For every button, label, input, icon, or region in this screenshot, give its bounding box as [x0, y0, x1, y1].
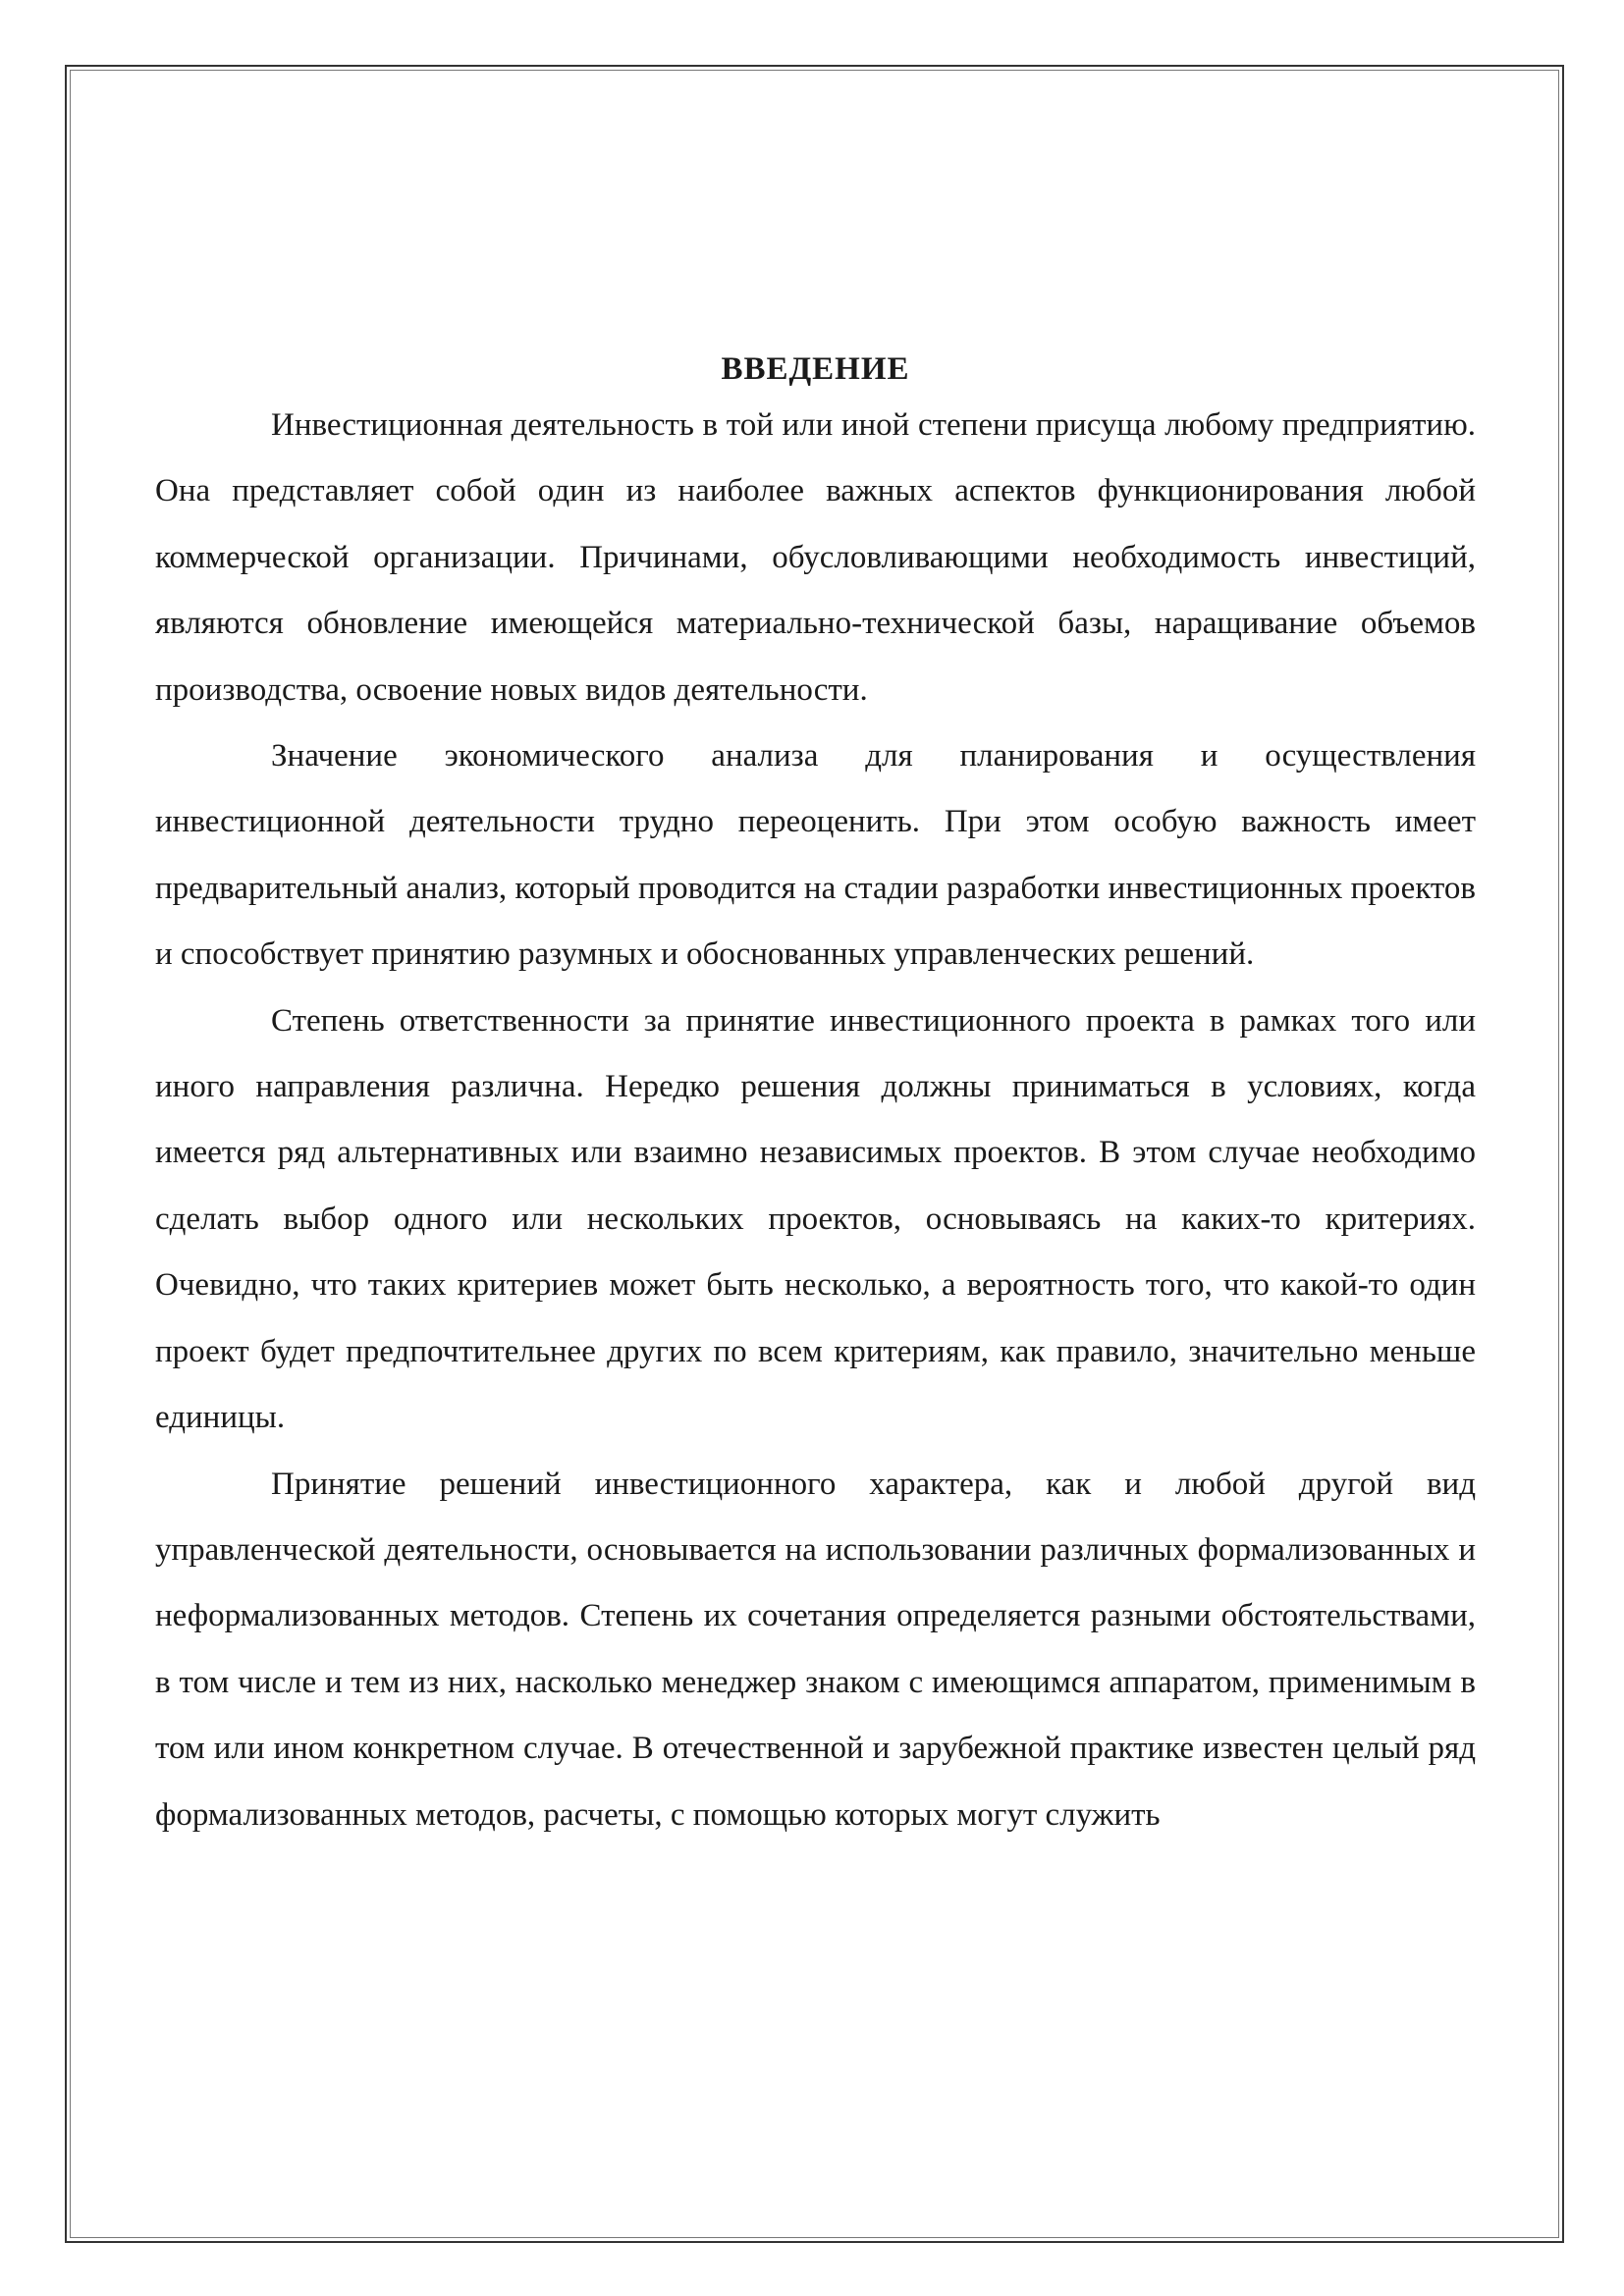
- paragraph-2: Значение экономического анализа для планирования и осуществления инвестиционной деятельности трудно переоценить. При этом особую важность имеет предварительный анализ, который проводится на стадии разработки инвестиционных проектов и способствует принятию разумных и обоснованных управленческих решений.: [155, 738, 1476, 973]
- paragraph-4: Принятие решений инвестиционного характера, как и любой другой вид управленческой деятельности, основывается на использовании различных формализованных и неформализованных методов. Степень их сочетания определяется разными обстоятельствами, в том числе и тем из них, насколько менеджер знаком с имеющимся аппаратом, применимым в том или ином конкретном случае. В отечественной и зарубежной практике известен целый ряд формализованных методов, расчеты, с помощью которых могут служить: [155, 1466, 1476, 1833]
- document-body: [155, 346, 1476, 1848]
- paragraph-3: Степень ответственности за принятие инвестиционного проекта в рамках того или иного направления различна. Нередко решения должны приниматься в условиях, когда имеется ряд альтернативных или взаимно независимых проектов. В этом случае необходимо сделать выбор одного или нескольких проектов, основываясь на каких-то критериях. Очевидно, что таких критериев может быть несколько, а вероятность того, что какой-то один проект будет предпочтительнее других по всем критериям, как правило, значительно меньше единицы.: [155, 1002, 1476, 1436]
- document-title: ВВЕДЕНИЕ: [721, 351, 910, 387]
- paragraph-1: Инвестиционная деятельность в той или иной степени присуща любому предприятию. Она представляет собой один из наиболее важных аспектов функционирования любой коммерческой организации. Причинами, обусловливающими необходимость инвестиций, являются обновление имеющейся материально-технической базы, наращивание объемов производства, освоение новых видов деятельности.: [155, 407, 1476, 708]
